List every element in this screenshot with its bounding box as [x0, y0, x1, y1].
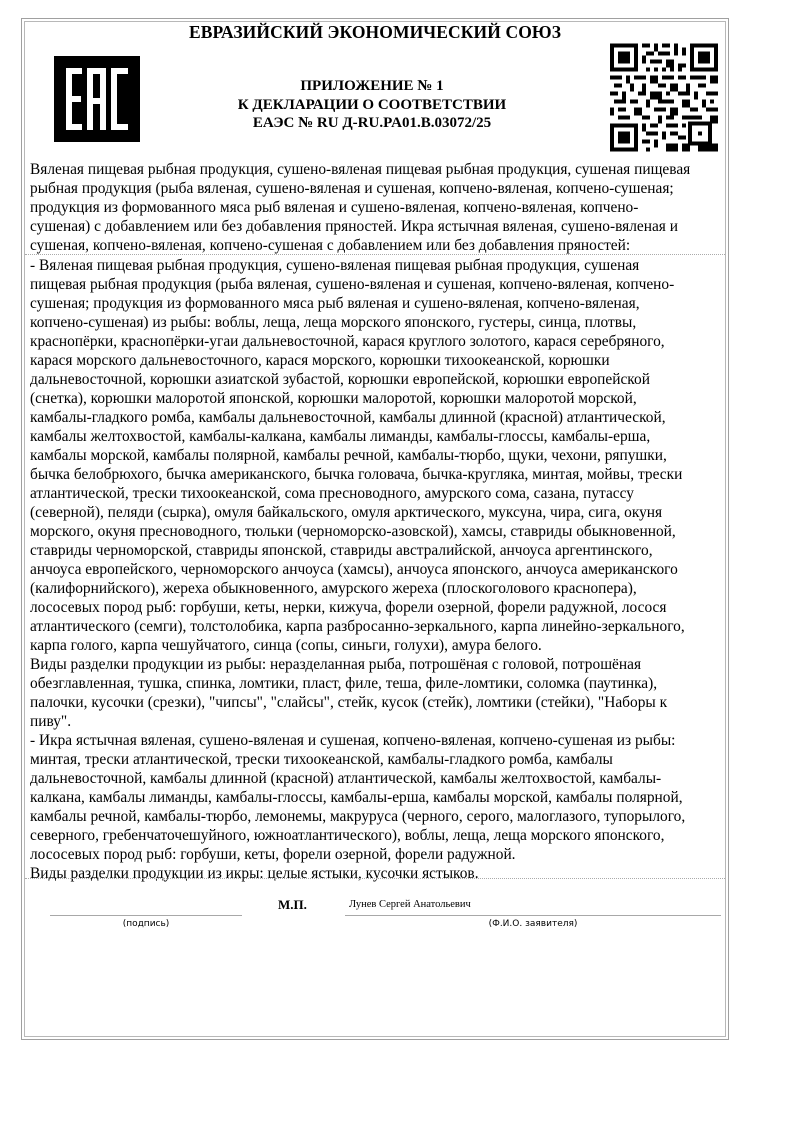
text-line: дальневосточной, корюшки азиатской зубастой, корюшки европейской, корюшки европейской	[30, 371, 650, 388]
applicant-name-caption: (Ф.И.О. заявителя)	[488, 919, 578, 929]
text-line: лососевых пород рыб: горбуши, кеты, нерки, кижуча, форели озерной, форели радужной, лосося	[30, 599, 667, 616]
text-line: карася морского дальневосточного, карася морского, корюшки тихоокеанской, корюшки	[30, 352, 610, 369]
stamp-label: М.П.	[278, 897, 307, 912]
text-line: пищевая рыбная продукция (рыба вяленая, сушено-вяленая и сушеная, копчено-вяленая, копчено-	[30, 276, 675, 293]
signature-line	[50, 915, 242, 916]
text-line: дальневосточной, камбалы длинной (красной) атлантической, камбалы желтохвостой, камбалы-	[30, 770, 662, 787]
text-line: пиву".	[30, 713, 72, 730]
text-line: камбалы речной, камбалы-тюрбо, лемонемы, макруруса (черного, серого, малоглазого, тупорылого,	[30, 808, 686, 825]
text-line: краснопёрки, краснопёрки-угаи дальневосточной, карася круглого золотого, карася серебряного,	[30, 333, 665, 350]
text-line: - Вяленая пищевая рыбная продукция, сушено-вяленая пищевая рыбная продукция, сушеная	[30, 257, 640, 274]
text-line: калкана, камбалы лиманды, камбалы-глоссы, камбалы-ерша, камбалы морской, камбалы полярной,	[30, 789, 683, 806]
text-line: Вяленая пищевая рыбная продукция, сушено-вяленая пищевая рыбная продукция, сушеная пищевая	[30, 161, 691, 178]
text-line: Виды разделки продукции из икры: целые ястыки, кусочки ястыков.	[30, 865, 479, 882]
applicant-name-line	[345, 915, 721, 916]
text-line: лососевых пород рыб: горбуши, кеты, форели озерной, форели радужной.	[30, 846, 516, 863]
signature-caption: (подпись)	[122, 919, 170, 929]
text-line: атлантической, трески тихоокеанской, сома пресноводного, амурского сома, сазана, путассу	[30, 485, 634, 502]
text-line: морского, окуня пресноводного, тюльки (черноморско-азовской), хамсы, ставриды обыкновенной,	[30, 523, 676, 540]
text-line: - Икра ястычная вяленая, сушено-вяленая и сушеная, копчено-вяленая, копчено-сушеная из рыбы:	[30, 732, 676, 749]
text-line: (снетка), корюшки малоротой японской, корюшки малоротой, корюшки малоротой морской,	[30, 390, 637, 407]
text-line: северного, гребенчаточешуйного, южноатлантического), воблы, леща, леща морского японского,	[30, 827, 665, 844]
qr-code-icon	[610, 43, 718, 152]
text-line: камбалы морской, камбалы полярной, камбалы речной, камбалы-тюрбо, щуки, чехони, ряпушки,	[30, 447, 667, 464]
text-line: камбалы желтохвостой, камбалы-калкана, камбалы лиманды, камбалы-глоссы, камбалы-ерша,	[30, 428, 651, 445]
product-list	[30, 256, 720, 883]
text-line: обезглавленная, тушка, спинка, ломтики, пласт, филе, теша, филе-ломтики, соломка (паутинка),	[30, 675, 658, 692]
text-line: минтая, трески атлантической, трески тихоокеанской, камбалы-гладкого ромба, камбалы	[30, 751, 613, 768]
annex-line-2: К ДЕКЛАРАЦИИ О СООТВЕТСТВИИ	[237, 96, 507, 113]
text-line: анчоуса европейского, черноморского анчоуса (хамсы), анчоуса японского, анчоуса американского	[30, 561, 678, 578]
annex-heading	[172, 77, 572, 133]
text-line: бычка белобрюхого, бычка американского, бычка головача, бычка-кругляка, минтая, мойвы, трески	[30, 466, 683, 483]
document-frame	[21, 18, 729, 1040]
text-line: сушеная, копчено-вяленая, копчено-сушеная с добавлением или без добавления пряностей:	[30, 237, 631, 254]
intro-paragraph	[30, 160, 720, 255]
text-line: продукция из формованного мяса рыб вяленая и сушено-вяленая, копчено-вяленая, копчено-	[30, 199, 639, 216]
text-line: сушеная) с добавлением или без добавления пряностей. Икра ястычная вяленая, сушено-вяленая и	[30, 218, 678, 235]
text-line: (северной), пеляди (сырка), омуля байкальского, омуля арктического, муксуна, чира, сига, окуня	[30, 504, 663, 521]
text-line: палочки, кусочки (срезки), "чипсы", "слайсы", стейк, кусок (стейк), ломтики (стейки), "Наборы к	[30, 694, 668, 711]
text-line: сушеная; продукция из формованного мяса рыб вяленая и сушено-вяленая, копчено-вяленая,	[30, 295, 640, 312]
text-line: копчено-сушеная) из рыбы: воблы, леща, леща морского японского, густеры, синца, плотвы,	[30, 314, 637, 331]
text-line: камбалы-гладкого ромба, камбалы дальневосточной, камбалы длинной (красной) атлантической,	[30, 409, 666, 426]
text-line: карпа голого, карпа чешуйчатого, синца (сопы, синьги, голухи), амура белого.	[30, 637, 542, 654]
section-divider	[25, 254, 725, 255]
annex-line-3: ЕАЭС № RU Д-RU.PA01.B.03072/25	[252, 115, 492, 131]
text-line: Виды разделки продукции из рыбы: неразделанная рыба, потрошёная с головой, потрошёная	[30, 656, 642, 673]
text-line: ставриды черноморской, ставриды японской, ставриды австралийской, анчоуса аргентинского,	[30, 542, 653, 559]
section-divider	[25, 878, 725, 879]
eac-logo-icon	[54, 56, 140, 142]
union-title: ЕВРАЗИЙСКИЙ ЭКОНОМИЧЕСКИЙ СОЮЗ	[188, 22, 562, 42]
text-line: рыбная продукция (рыба вяленая, сушено-вяленая и сушеная, копчено-вяленая, копчено-сушеная;	[30, 180, 674, 197]
applicant-name: Лунев Сергей Анатольевич	[349, 899, 471, 910]
text-line: атлантического (семги), толстолобика, карпа разбросанно-зеркального, карпа линейно-зеркального,	[30, 618, 685, 635]
text-line: (калифорнийского), жереха обыкновенного, амурского жереха (плоскоголового краснопера),	[30, 580, 637, 597]
annex-line-1: ПРИЛОЖЕНИЕ № 1	[300, 78, 444, 94]
